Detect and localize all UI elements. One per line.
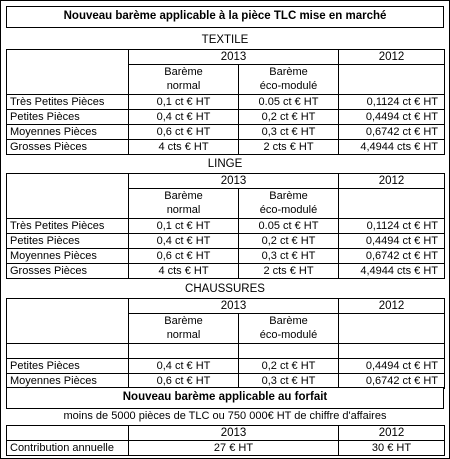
row-label: Petites Pièces — [7, 359, 129, 374]
table-row — [7, 125, 445, 140]
row-label: Moyennes Pièces — [7, 249, 129, 264]
table-row — [7, 219, 445, 234]
value-2012: 4,4944 cts € HT — [339, 140, 445, 155]
forfait-subtitle: moins de 5000 pièces de TLC ou 750 000€ HT de chiffre d'affaires — [63, 410, 387, 422]
main-title: Nouveau barème applicable à la pièce TLC mise en marché — [6, 6, 444, 28]
header-year-2013: 2013 — [129, 174, 339, 189]
header-2012-empty — [339, 189, 445, 219]
sub-normal-line1: Barème — [164, 190, 203, 202]
table-row — [7, 234, 445, 249]
section-title-linge: LINGE — [207, 158, 243, 170]
sub-eco-line1: Barème — [269, 315, 308, 327]
header-empty-cell — [7, 174, 129, 219]
value-2012: 0,1124 ct € HT — [339, 95, 445, 110]
value-normal: 0,6 ct € HT — [129, 374, 239, 389]
sub-normal-line2: normal — [166, 329, 201, 341]
value-eco: 0,3 ct € HT — [239, 125, 339, 140]
forfait-row-label: Contribution annuelle — [7, 441, 129, 456]
forfait-value-2012: 30 € HT — [339, 441, 445, 456]
header-bareme-normal — [129, 189, 239, 219]
value-normal: 0,4 ct € HT — [129, 110, 239, 125]
value-eco: 2 cts € HT — [239, 140, 339, 155]
value-2012: 4,4944 cts € HT — [339, 264, 445, 279]
section-title-textile: TEXTILE — [201, 34, 249, 46]
value-eco: 2 cts € HT — [239, 264, 339, 279]
header-bareme-eco — [239, 314, 339, 344]
table-row — [7, 95, 445, 110]
sub-eco-line2: éco-modulé — [259, 204, 318, 216]
sub-eco-line1: Barème — [269, 190, 308, 202]
table-row — [7, 110, 445, 125]
header-bareme-normal — [129, 65, 239, 95]
row-label: Moyennes Pièces — [7, 125, 129, 140]
sub-normal-line2: normal — [166, 80, 201, 92]
sub-normal-line2: normal — [166, 204, 201, 216]
header-year-2012: 2012 — [339, 50, 445, 65]
sub-eco-line2: éco-modulé — [259, 80, 318, 92]
header-empty-cell — [7, 299, 129, 344]
header-empty-cell — [7, 50, 129, 95]
table-row — [7, 249, 445, 264]
row-label: Grosses Pièces — [7, 264, 129, 279]
value-normal: 4 cts € HT — [129, 140, 239, 155]
value-eco: 0,3 ct € HT — [239, 249, 339, 264]
value-normal: 0,1 ct € HT — [129, 219, 239, 234]
header-year-2013: 2013 — [129, 299, 339, 314]
forfait-header-empty — [7, 426, 129, 441]
section-title-chaussures: CHAUSSURES — [185, 283, 265, 295]
value-normal: 0,6 ct € HT — [129, 125, 239, 140]
table-chaussures — [6, 298, 445, 389]
table-row — [7, 359, 445, 374]
row-label: Petites Pièces — [7, 110, 129, 125]
row-label: Petites Pièces — [7, 234, 129, 249]
value-2012: 0,4494 ct € HT — [339, 234, 445, 249]
row-label: Très Petites Pièces — [7, 95, 129, 110]
value-2012: 0,4494 ct € HT — [339, 110, 445, 125]
row-label — [7, 344, 129, 359]
forfait-value-2013: 27 € HT — [129, 441, 339, 456]
sub-normal-line1: Barème — [164, 66, 203, 78]
value-normal: 0,1 ct € HT — [129, 95, 239, 110]
table-linge — [6, 173, 445, 279]
value-normal: 0,6 ct € HT — [129, 249, 239, 264]
sub-eco-line2: éco-modulé — [259, 329, 318, 341]
row-label: Très Petites Pièces — [7, 219, 129, 234]
value-2012: 0,4494 ct € HT — [339, 359, 445, 374]
value-eco — [239, 344, 339, 359]
forfait-title: Nouveau barème applicable au forfait — [6, 387, 444, 409]
header-bareme-eco — [239, 189, 339, 219]
value-normal: 0,4 ct € HT — [129, 359, 239, 374]
table-row — [7, 344, 445, 359]
sub-normal-line1: Barème — [164, 315, 203, 327]
value-normal: 0,4 ct € HT — [129, 234, 239, 249]
header-year-2013: 2013 — [129, 50, 339, 65]
value-eco: 0,2 ct € HT — [239, 234, 339, 249]
value-eco: 0,2 ct € HT — [239, 359, 339, 374]
value-normal — [129, 344, 239, 359]
forfait-year-2013: 2013 — [129, 426, 339, 441]
table-row — [7, 264, 445, 279]
header-bareme-normal — [129, 314, 239, 344]
table-row — [7, 140, 445, 155]
value-normal: 4 cts € HT — [129, 264, 239, 279]
table-row — [7, 441, 445, 456]
table-textile — [6, 49, 445, 155]
value-eco: 0.05 ct € HT — [239, 219, 339, 234]
value-2012 — [339, 344, 445, 359]
value-eco: 0,3 ct € HT — [239, 374, 339, 389]
value-2012: 0,6742 ct € HT — [339, 249, 445, 264]
header-2012-empty — [339, 314, 445, 344]
header-bareme-eco — [239, 65, 339, 95]
header-year-2012: 2012 — [339, 174, 445, 189]
value-2012: 0,6742 ct € HT — [339, 374, 445, 389]
value-2012: 0,1124 ct € HT — [339, 219, 445, 234]
header-year-2012: 2012 — [339, 299, 445, 314]
header-2012-empty — [339, 65, 445, 95]
forfait-year-2012: 2012 — [339, 426, 445, 441]
value-2012: 0,6742 ct € HT — [339, 125, 445, 140]
value-eco: 0.05 ct € HT — [239, 95, 339, 110]
sub-eco-line1: Barème — [269, 66, 308, 78]
row-label: Grosses Pièces — [7, 140, 129, 155]
row-label: Moyennes Pièces — [7, 374, 129, 389]
table-forfait — [6, 425, 445, 456]
value-eco: 0,2 ct € HT — [239, 110, 339, 125]
